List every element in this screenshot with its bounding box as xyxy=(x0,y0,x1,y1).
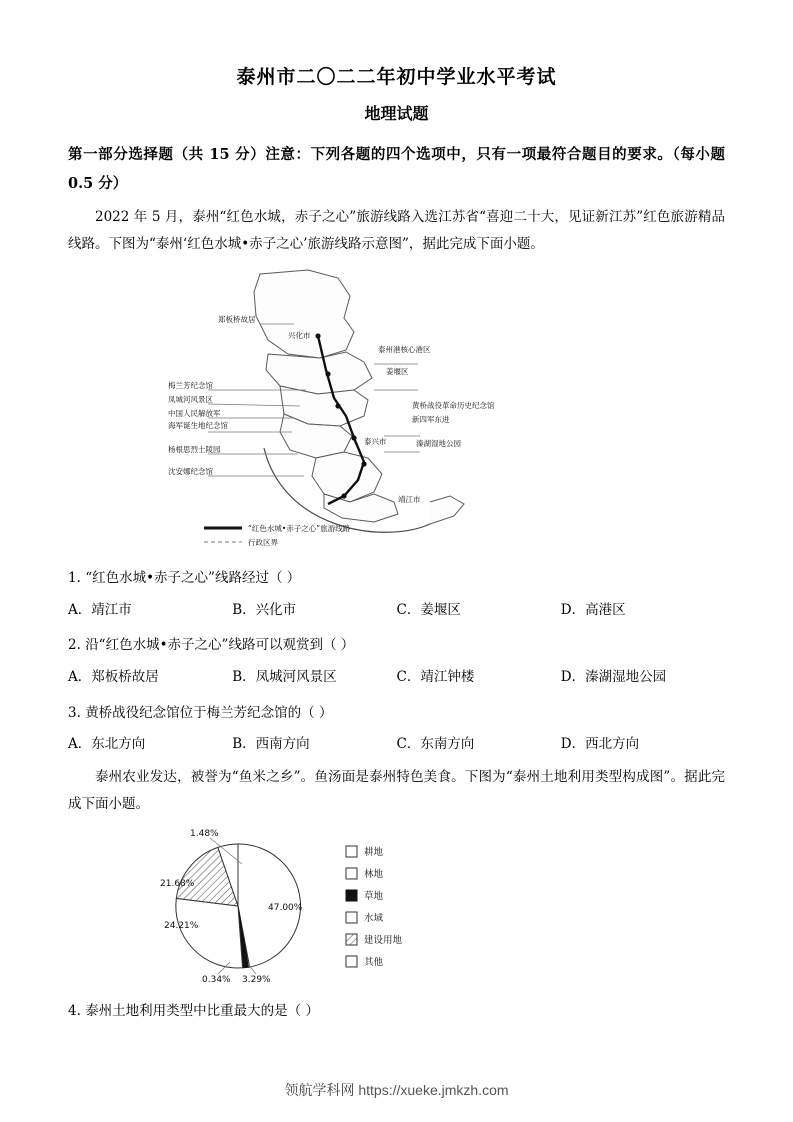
pie-legend-lindi: 林地 xyxy=(364,868,384,880)
question-2-options xyxy=(68,665,725,691)
question-3-text: 黄桥战役纪念馆位于梅兰芳纪念馆的（ ） xyxy=(85,704,333,721)
pie-label-gengdi: 47.00% xyxy=(268,902,303,913)
question-2-stem xyxy=(68,633,725,659)
map-label-zhengbanqiao: 郑板桥故居 xyxy=(218,315,256,324)
question-1-text: “红色水城•赤子之心”线路经过（ ） xyxy=(85,570,301,586)
question-1-number: 1. xyxy=(68,570,81,586)
page-subtitle: 地理试题 xyxy=(364,104,429,123)
map-label-haijun1: 中国人民解放军 xyxy=(168,409,221,418)
option-2d[interactable]: D．溱湖湿地公园 xyxy=(560,668,667,685)
map-label-huangqiao: 黄桥战役革命历史纪念馆 xyxy=(412,401,495,410)
footer-watermark xyxy=(0,1080,793,1100)
option-2b[interactable]: B．凤城河风景区 xyxy=(232,668,337,685)
map-label-xinsijun: 新四军东进 xyxy=(412,415,450,424)
option-1c[interactable]: C．姜堰区 xyxy=(396,601,461,618)
question-3-options xyxy=(68,732,725,758)
pie-label-caodi: 1.48% xyxy=(190,828,219,839)
map-label-qinhu: 溱湖湿地公园 xyxy=(416,439,461,448)
pie-label-jianshe: 21.68% xyxy=(160,878,195,889)
map-label-taizhougang: 泰州港核心港区 xyxy=(378,345,431,354)
map-label-xinghua: 兴化市 xyxy=(288,331,311,340)
map-label-jiangyan: 姜堰区 xyxy=(386,367,409,376)
question-2-text: 沿“红色水城•赤子之心”线路可以观赏到（ ） xyxy=(85,637,355,654)
map-label-haijun2: 海军诞生地纪念馆 xyxy=(168,421,228,430)
pie-legend-qita: 其他 xyxy=(364,956,384,968)
option-1a[interactable]: A．靖江市 xyxy=(68,601,132,618)
pie-label-lindi: 0.34% xyxy=(202,974,231,985)
intro-paragraph-2: 泰州农业发达，被誉为“鱼米之乡”。鱼汤面是泰州特色美食。下图为“泰州土地利用类型构成图”。据此完成下面小题。 xyxy=(68,768,725,812)
option-1b[interactable]: B．兴化市 xyxy=(232,601,297,618)
pie-legend-caodi: 草地 xyxy=(364,890,384,902)
map-label-taixing: 泰兴市 xyxy=(364,437,387,446)
question-1-options xyxy=(68,598,725,624)
option-3c[interactable]: C．东南方向 xyxy=(396,736,475,753)
page-title: 泰州市二〇二二年初中学业水平考试 xyxy=(236,66,557,88)
question-2-number: 2. xyxy=(68,637,81,654)
question-4-text: 泰州土地利用类型中比重最大的是（ ） xyxy=(85,1002,319,1019)
section-heading: 第一部分选择题（共 15 分）注意：下列各题的四个选项中，只有一项最符合题目的要求。（每小题 0.5 分） xyxy=(68,146,725,192)
question-1-stem xyxy=(68,566,725,592)
map-legend-route: “红色水城•赤子之心”旅游线路 xyxy=(248,524,351,533)
map-label-yanggensi: 杨根思烈士陵园 xyxy=(168,445,221,454)
pie-legend-shuiyu: 水域 xyxy=(364,912,384,924)
option-3a[interactable]: A．东北方向 xyxy=(68,736,146,753)
option-2a[interactable]: A．郑板桥故居 xyxy=(68,668,159,685)
question-4-number: 4. xyxy=(68,1002,81,1019)
pie-label-shuiyu: 24.21% xyxy=(164,920,199,931)
map-label-fengchenghe: 凤城河风景区 xyxy=(168,395,213,404)
intro-paragraph-1: 2022 年 5 月，泰州“红色水城，赤子之心”旅游线路入选江苏省“喜迎二十大，见证新江苏”红色旅游精品线路。下图为“泰州‘红色水城•赤子之心’旅游线路示意图”，据此完成下面小题。 xyxy=(68,209,725,252)
pie-label-qita: 3.29% xyxy=(242,974,271,985)
map-label-jingjiang: 靖江市 xyxy=(398,495,421,504)
map-figure xyxy=(168,266,588,556)
pie-chart-figure xyxy=(138,824,558,989)
question-3-number: 3. xyxy=(68,704,81,721)
footer-url[interactable]: https://xueke.jmkzh.com xyxy=(358,1082,509,1098)
pie-legend-gengdi: 耕地 xyxy=(364,846,384,858)
footer-brand: 领航学科网 xyxy=(284,1082,355,1098)
question-4-stem xyxy=(68,999,725,1025)
question-3-stem xyxy=(68,701,725,727)
map-label-meilanfang: 梅兰芳纪念馆 xyxy=(168,381,213,390)
option-1d[interactable]: D．高港区 xyxy=(560,601,626,618)
map-legend-boundary: 行政区界 xyxy=(248,538,278,547)
option-3d[interactable]: D．西北方向 xyxy=(560,736,640,753)
map-label-shenanna: 沈安娜纪念馆 xyxy=(168,467,213,476)
pie-legend-jianshe: 建设用地 xyxy=(364,934,403,946)
option-3b[interactable]: B．西南方向 xyxy=(232,736,310,753)
option-2c[interactable]: C．靖江钟楼 xyxy=(396,668,475,685)
